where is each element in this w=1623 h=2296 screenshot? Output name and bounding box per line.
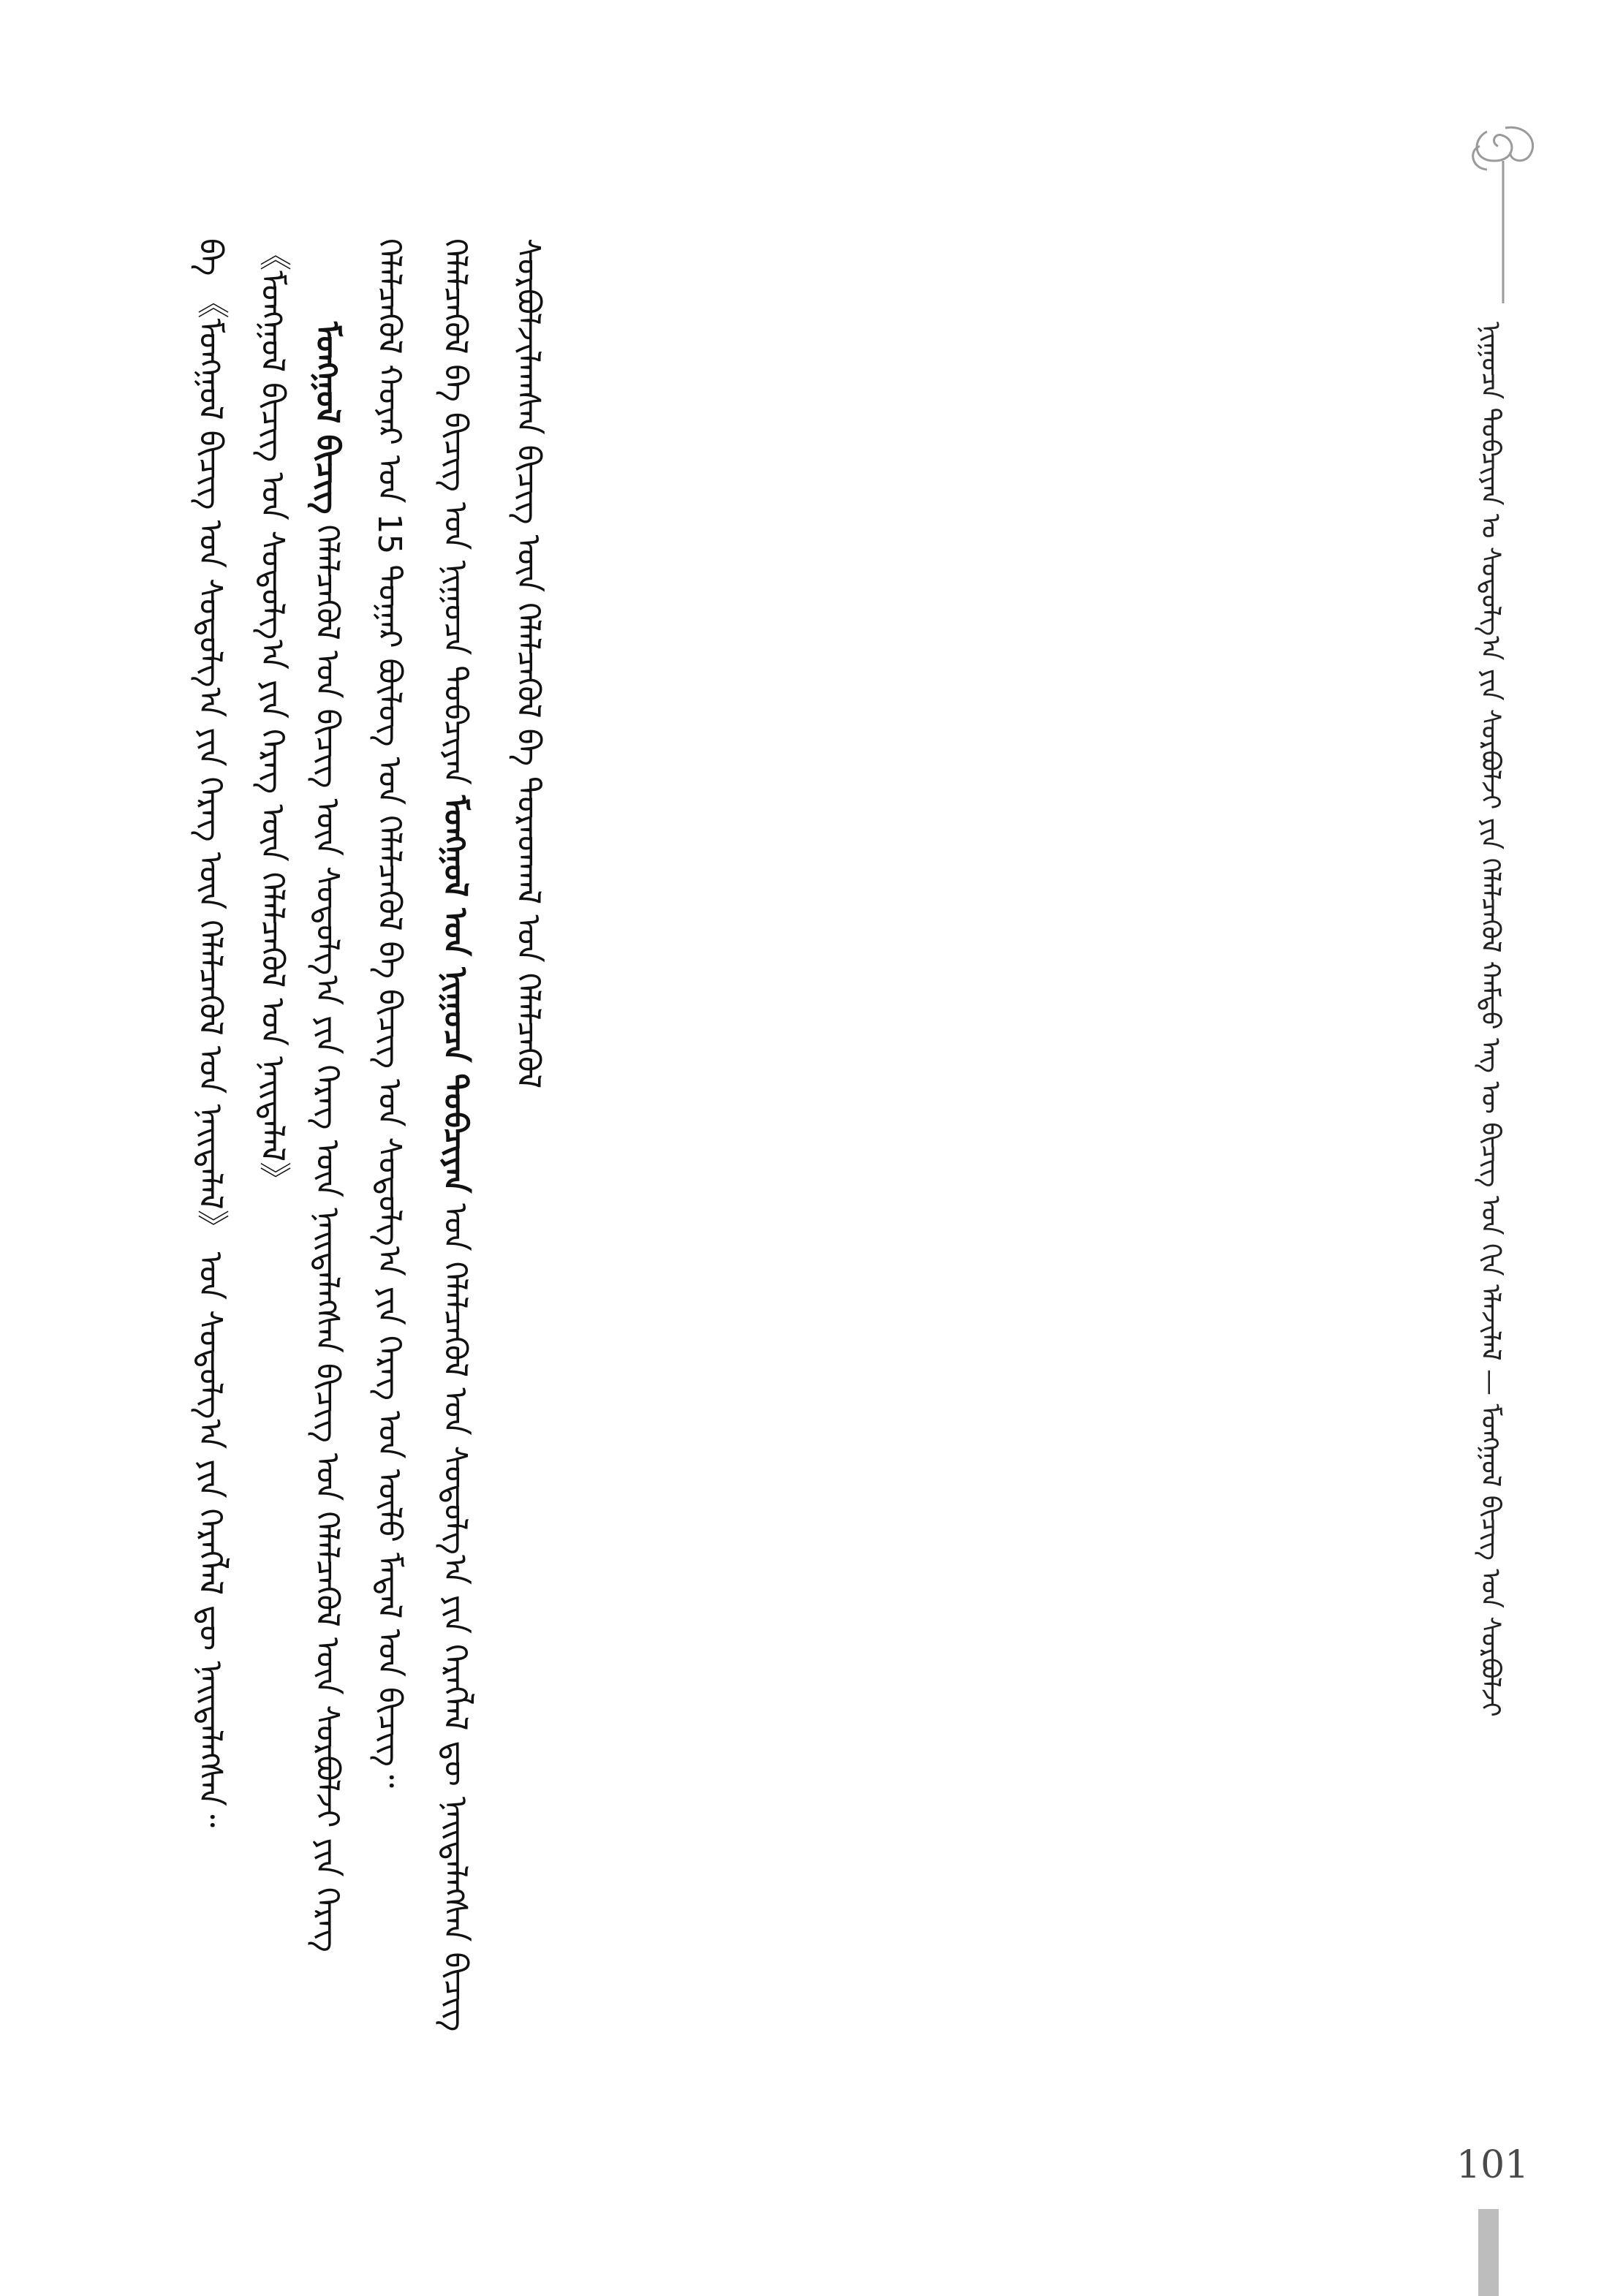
page-number: 101 xyxy=(1456,2143,1529,2187)
body-line-3: ᠬᠡᠯᠡᠯᠴᠡᠭᠦᠯ ᠬᠣᠶᠠᠷ ᠤᠨ 15 ᠳᠤᠭᠠᠷ ᠪᠦᠯᠦᠭ ᠤᠨ ᠬᠡᠯᠡᠯᠴᠡᠭᠦᠯ ᠪᠠ ᠪᠢᠴᠢᠭ ᠤᠨ ᠰᠤᠳᠤᠯᠭ᠎ᠠ ᠶᠢᠨ ᠬᠡᠷᠡᠭ ᠤᠨ ᠦᠯᠦ ᠮᠠᠳᠠᠯ ᠤᠨ ᠪᠢᠴᠢᠭ᠃ xyxy=(371,238,408,1788)
running-header: ᠨᠢᠭᠤᠴᠠ ᠲᠣᠪᠴᠢᠶᠠᠨ ᠤ ᠰᠤᠳᠤᠯᠭ᠎ᠠ ᠶᠢᠨ ᠰᠤᠷᠪᠤᠯᠵᠢ ᠶᠢᠨ ᠬᠡᠯᠡᠯᠴᠡᠭᠦᠯ ᠬᠠᠮᠲᠤ ᠡᠩ ᠦ ᠪᠢᠴᠢᠭ ᠤᠨ ᠬᠢᠨ ᠡᠯᠡᠵᠢᠯᠡᠯ — ᠮᠣᠩᠭᠣᠯ ᠪᠢᠴᠢᠭ ᠤᠨ ᠰᠤᠷᠪᠤᠯᠵᠢ xyxy=(1475,322,1505,1717)
body-line-4-post: ᠬᠡᠯᠡᠯᠴᠡᠭᠦᠯ ᠤᠨ ᠪᠢᠴᠢᠭ ᠦᠨ ᠰᠤᠳᠤᠯᠭ᠎ᠠ ᠶᠢᠨ ᠬᠡᠷᠡᠭ ᠦᠨ ᠨᠡᠢᠲᠡᠯᠡᠭᠰᠡᠨ ᠪᠢᠴᠢᠭ ᠤᠨ ᠬᠡᠯᠡᠯᠴᠡᠭᠦᠯ ᠦᠨ ᠰᠤᠷᠪᠤᠯᠵᠢ ᠶᠢᠨ ᠬᠡᠷᠡᠭ xyxy=(309,524,346,1952)
body-line-2-bold: ᠮᠣᠩᠭᠣᠯ ᠤᠨ ᠨᠢᠭᠤᠴᠠ ᠲᠣᠪᠴᠢᠶᠠᠨ xyxy=(436,795,474,1193)
edge-tab xyxy=(1478,2209,1499,2296)
body-line-4 xyxy=(309,322,346,1952)
body-line-2 xyxy=(436,238,474,2032)
ornament-icon xyxy=(1465,117,1546,307)
body-line-6: ᠪᠠ 《ᠮᠣᠩᠭᠣᠯ ᠪᠢᠴᠢᠭ ᠤᠨ ᠰᠤᠳᠤᠯᠭ᠎ᠠ ᠶᠢᠨ ᠬᠡᠷᠡᠭ ᠦᠨ ᠬᠡᠯᠡᠯᠴᠡᠭᠦᠯ ᠤᠨ ᠨᠡᠢᠲᠡᠯᠡᠯ》 ᠤᠨ ᠰᠤᠳᠤᠯᠭ᠎ᠠ ᠶᠢᠨ ᠬᠡᠷᠡᠭᠯᠡᠯ ᠳᠦ ᠨᠡᠢᠲᠡᠯᠡᠭᠰᠡᠨ᠃ xyxy=(192,238,229,1827)
body-line-5: 《ᠮᠣᠩᠭᠣᠯ ᠪᠢᠴᠢᠭ ᠤᠨ ᠰᠤᠳᠤᠯᠭ᠎ᠠ ᠶᠢᠨ ᠬᠡᠷᠡᠭ ᠦᠨ ᠬᠡᠯᠡᠯᠴᠡᠭᠦᠯ ᠤᠨ ᠨᠡᠢᠲᠡᠯᠡᠯ》 xyxy=(254,238,291,1194)
body-line-4-bold: ᠮᠣᠩᠭᠣᠯ ᠪᠢᠴᠢᠭ xyxy=(309,322,346,515)
body-line-2-pre: ᠬᠡᠯᠡᠯᠴᠡᠭᠦᠯ ᠪᠠ ᠪᠢᠴᠢᠭ ᠤᠨ ᠨᠢᠭᠤᠴᠠ ᠲᠣᠪᠴᠢᠶᠠᠨ xyxy=(436,238,474,795)
body-line-1: ᠰᠤᠷᠪᠤᠯᠵᠢᠯᠠᠭᠰᠠᠨ ᠪᠢᠴᠢᠭ ᠦᠨ ᠬᠡᠯᠡᠯᠴᠡᠭᠦᠯ ᠪᠠ ᠳᠤᠷᠠᠳᠬᠠᠯ ᠤᠨ ᠬᠡᠯᠡᠯᠴᠡᠭᠦᠯ xyxy=(510,238,547,1089)
body-line-2-post: ᠤᠨ ᠬᠡᠯᠡᠯᠴᠡᠭᠦᠯ ᠤᠨ ᠰᠤᠳᠤᠯᠭ᠎ᠠ ᠶᠢᠨ ᠬᠡᠷᠡᠭᠯᠡᠯ ᠳᠦ ᠨᠡᠢᠲᠡᠯᠡᠭᠰᠡᠨ ᠪᠢᠴᠢᠭ xyxy=(436,1203,474,2032)
